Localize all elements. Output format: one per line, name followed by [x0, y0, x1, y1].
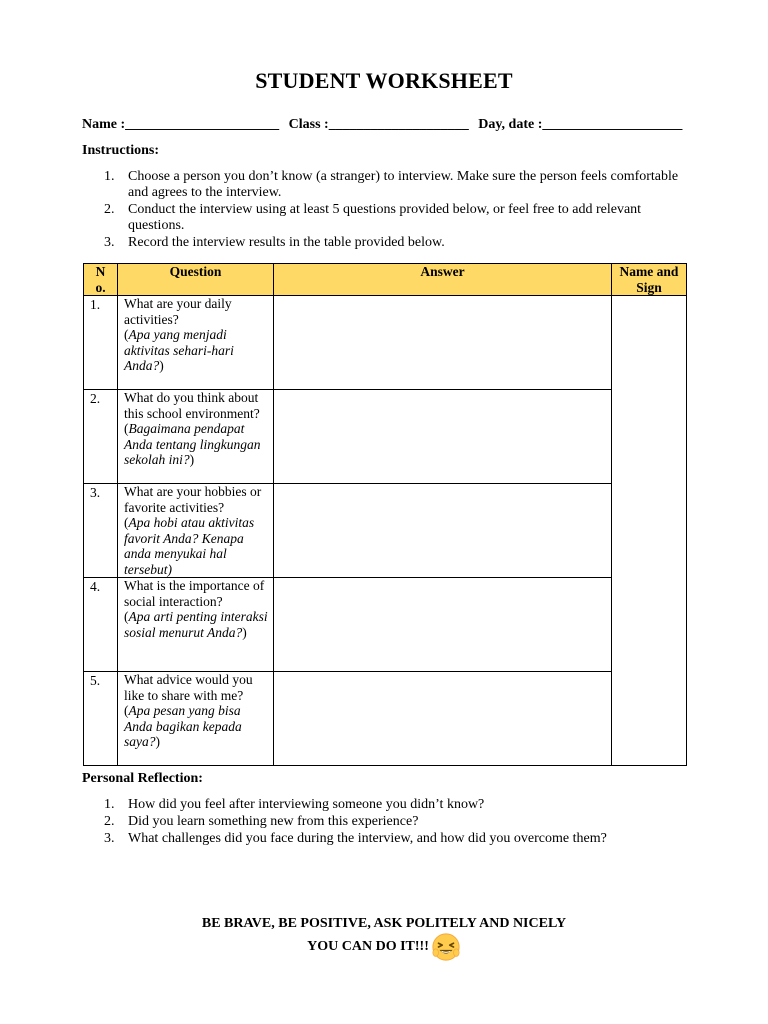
- reflection-list: [82, 797, 682, 848]
- row-number: 3.: [84, 484, 118, 578]
- list-item: 3. What challenges did you face during the interview, and how did you overcome them?: [104, 831, 607, 846]
- list-item: 2. Did you learn something new from this experience?: [104, 814, 419, 829]
- row-number: 4.: [84, 578, 118, 672]
- name-sign-cell[interactable]: [612, 296, 687, 766]
- interview-table: [83, 263, 687, 766]
- list-item: 1. How did you feel after interviewing someone you didn’t know?: [104, 797, 485, 812]
- grinning-face-emoji-icon: [431, 932, 461, 962]
- question-cell: What are your daily activities? (Apa yang menjadi aktivitas sehari-hari Anda?): [118, 296, 274, 390]
- row-number: 5.: [84, 672, 118, 766]
- answer-cell[interactable]: [274, 296, 612, 390]
- date-field[interactable]: Day, date :____________________: [478, 117, 683, 132]
- list-item: 3. Record the interview results in the table provided below.: [104, 235, 445, 250]
- table-row: [84, 578, 687, 672]
- table-row: [84, 390, 687, 484]
- footer-line-1: BE BRAVE, BE POSITIVE, ASK POLITELY AND NICELY: [201, 916, 567, 931]
- list-item: 1. Choose a person you don’t know (a stranger) to interview. Make sure the person feels comfortable and agrees to the interview.: [104, 169, 679, 200]
- header-question: Question: [118, 264, 274, 296]
- question-cell: What advice would you like to share with me? (Apa pesan yang bisa Anda bagikan kepada saya?): [118, 672, 274, 766]
- answer-cell[interactable]: [274, 390, 612, 484]
- class-field[interactable]: Class :____________________: [288, 117, 469, 132]
- question-cell: What do you think about this school environment? (Bagaimana pendapat Anda tentang lingkungan sekolah ini?): [118, 390, 274, 484]
- table-row: [84, 296, 687, 390]
- answer-cell[interactable]: [274, 578, 612, 672]
- row-number: 1.: [84, 296, 118, 390]
- name-field[interactable]: Name :______________________: [82, 117, 280, 132]
- header-answer: Answer: [274, 264, 612, 296]
- answer-cell[interactable]: [274, 672, 612, 766]
- header-name-sign: Name and Sign: [612, 264, 687, 296]
- question-cell: What is the importance of social interaction? (Apa arti penting interaksi sosial menurut Anda?): [118, 578, 274, 672]
- motivation-footer: [0, 916, 768, 962]
- answer-cell[interactable]: [274, 484, 612, 578]
- student-info-fields: [82, 117, 692, 133]
- row-number: 2.: [84, 390, 118, 484]
- instructions-heading: Instructions:: [82, 143, 160, 158]
- instructions-list: [82, 169, 682, 252]
- footer-line-2: YOU CAN DO IT!!!: [307, 939, 429, 955]
- reflection-heading: Personal Reflection:: [82, 771, 203, 786]
- question-cell: What are your hobbies or favorite activities? (Apa hobi atau aktivitas favorit Anda? Kenapa anda menyukai hal tersebut): [118, 484, 274, 578]
- page-title: STUDENT WORKSHEET: [255, 68, 513, 93]
- header-no: No.: [84, 264, 118, 296]
- table-row: [84, 484, 687, 578]
- list-item: 2. Conduct the interview using at least 5 questions provided below, or feel free to add relevant questions.: [104, 202, 642, 233]
- table-row: [84, 672, 687, 766]
